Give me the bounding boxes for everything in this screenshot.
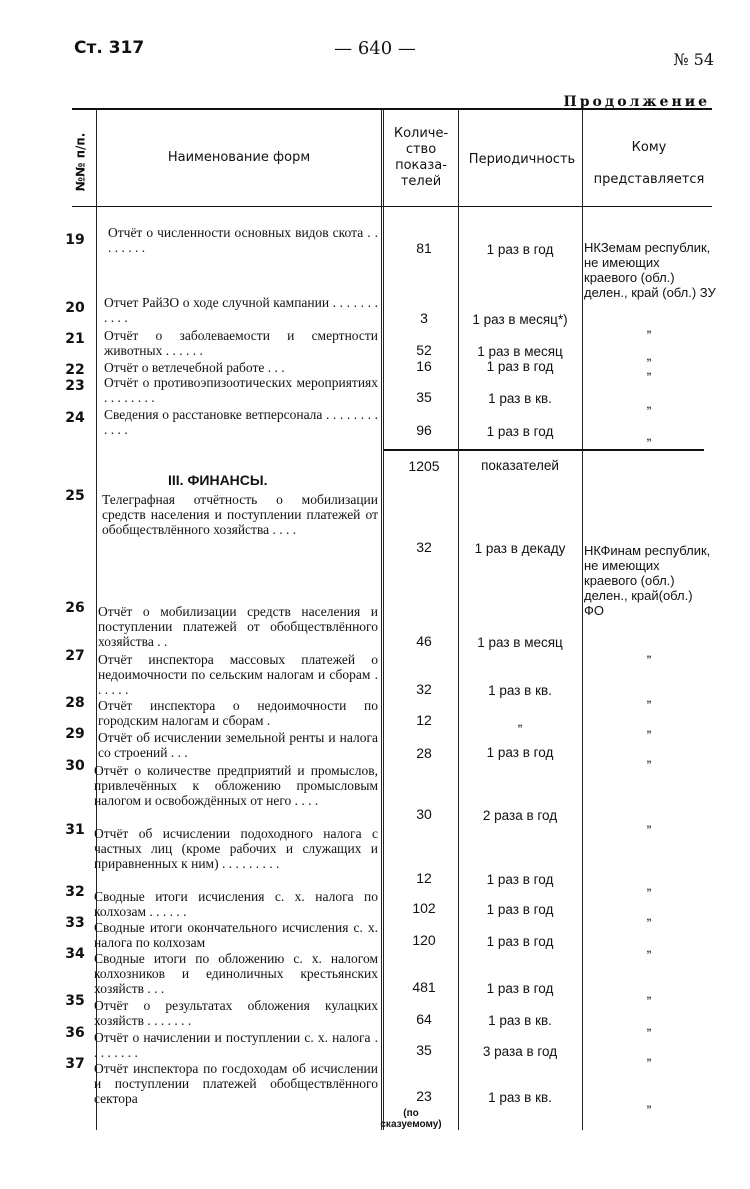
periodicity: 2 раза в год (482, 808, 558, 823)
indicator-count: 16 (416, 358, 432, 374)
row-number: 20 (65, 300, 85, 316)
column-header-number: №№ п/п. (73, 132, 88, 192)
form-name: Отчёт инспектора о недоимочности по городским налогам и сборам . (98, 698, 378, 728)
indicator-count: 35 (416, 1042, 432, 1058)
form-name: Отчёт о количестве предприятий и промыслов, привлечённых к обложению промысловым налогом и освобождённых от него . . . . (94, 763, 378, 808)
recipient: „ (646, 396, 652, 411)
periodicity: 1 раз в год (486, 872, 554, 887)
form-name: Сводные итоги по обложению с. х. налогом колхозников и единоличных крестьянских хозяйств . . . (94, 951, 378, 996)
row-number: 30 (65, 758, 85, 774)
recipient: „ (646, 750, 652, 765)
column-header-period: Периодичность (468, 152, 576, 167)
indicator-count: 32 (416, 539, 432, 555)
periodicity: 1 раз в год (486, 359, 554, 374)
indicator-count: 46 (416, 633, 432, 649)
table-top-rule (72, 108, 712, 110)
row-number: 21 (65, 331, 85, 347)
recipient: „ (646, 428, 652, 443)
column-divider-4 (582, 110, 583, 1130)
indicator-count: 30 (416, 806, 432, 822)
row-number: 22 (65, 362, 85, 378)
periodicity: 3 раза в год (482, 1044, 558, 1059)
recipient: „ (646, 348, 652, 363)
row-number: 37 (65, 1056, 85, 1072)
recipient: „ (646, 362, 652, 377)
row-number: 31 (65, 822, 85, 838)
periodicity: 1 раз в год (486, 981, 554, 996)
recipient: „ (646, 720, 652, 735)
row-number: 27 (65, 648, 85, 664)
form-name: Отчёт о противоэпизоотических мероприятиях . . . . . . . . (104, 375, 378, 405)
periodicity: 1 раз в декаду (474, 541, 566, 556)
recipient: „ (646, 1018, 652, 1033)
form-name: Сведения о расстановке ветперсонала . . . . . . . . . . . . (104, 407, 378, 437)
recipient: „ (646, 1048, 652, 1063)
section-title: III. ФИНАНСЫ. (168, 472, 268, 488)
row-number: 34 (65, 946, 85, 962)
periodicity: 1 раз в кв. (488, 683, 552, 698)
row-number: 24 (65, 410, 85, 426)
recipient: „ (646, 908, 652, 923)
periodicity: „ (517, 714, 523, 729)
periodicity: 1 раз в месяц (477, 344, 563, 359)
document-number: № 54 (673, 50, 714, 69)
recipient: НКФинам республик, не имеющих краевого (обл.) делен., край(обл.) ФО (584, 543, 711, 618)
row-number: 32 (65, 884, 85, 900)
recipient: „ (646, 940, 652, 955)
periodicity: 1 раз в год (486, 934, 554, 949)
indicator-count: 28 (416, 745, 432, 761)
indicator-count: 32 (416, 681, 432, 697)
indicator-count: 12 (416, 712, 432, 728)
indicator-count: 120 (412, 932, 436, 948)
periodicity: 1 раз в год (486, 424, 554, 439)
indicator-count: 81 (416, 240, 432, 256)
recipient: „ (646, 878, 652, 893)
indicator-count: 64 (416, 1011, 432, 1027)
periodicity: 1 раз в год (486, 902, 554, 917)
page-number: — 640 — (334, 38, 416, 59)
periodicity: 1 раз в год (486, 242, 554, 257)
periodicity: 1 раз в год (486, 745, 554, 760)
indicator-count: 3 (420, 310, 428, 326)
form-name: Отчет РайЗО о ходе случной кампании . . . . . . . . . . . (104, 295, 378, 325)
form-name: Отчёт о ветлечебной работе . . . (104, 360, 285, 375)
form-name: Отчёт о заболеваемости и смертности животных . . . . . . (104, 328, 378, 358)
page-section-label: Ст. 317 (74, 38, 145, 58)
row-number: 28 (65, 695, 85, 711)
recipient: „ (646, 1095, 652, 1110)
periodicity: 1 раз в кв. (488, 1090, 552, 1105)
recipient: „ (646, 690, 652, 705)
subtotal-label: показателей (481, 458, 559, 473)
periodicity: 1 раз в месяц*) (472, 312, 568, 327)
periodicity: 1 раз в кв. (488, 391, 552, 406)
recipient: „ (646, 986, 652, 1001)
indicator-count: 481 (412, 979, 436, 995)
column-header-name: Наименование форм (167, 150, 311, 165)
form-name: Отчёт о результатах обложения кулацких хозяйств . . . . . . . (94, 998, 378, 1028)
row-number: 35 (65, 993, 85, 1009)
recipient: „ (646, 320, 652, 335)
indicator-count: 23 (416, 1088, 432, 1104)
indicator-count: 52 (416, 342, 432, 358)
row-number: 25 (65, 488, 85, 504)
form-name: Отчёт инспектора по госдоходам об исчислении и поступлении платежей обобществлённого сектора (94, 1061, 378, 1106)
continuation-label: Продолжение (563, 94, 710, 110)
form-name: Отчёт об исчислении подоходного налога с частных лиц (кроме рабочих и служащих и приравненных к ним) . . . . . . . . . (94, 826, 378, 871)
indicator-count: 102 (412, 900, 436, 916)
row-number: 29 (65, 726, 85, 742)
periodicity: 1 раз в кв. (488, 1013, 552, 1028)
form-name: Отчёт о начислении и поступлении с. х. налога . . . . . . . . (94, 1030, 378, 1060)
row-number: 26 (65, 600, 85, 616)
recipient: „ (646, 815, 652, 830)
recipient: „ (646, 645, 652, 660)
form-name: Отчёт о мобилизации средств населения и поступлении платежей от обобществлённого хозяйства . . (98, 604, 378, 649)
recipient: НКЗемам республик, не имеющих краевого (обл.) делен., край (обл.) ЗУ (584, 240, 716, 300)
row-number: 36 (65, 1025, 85, 1041)
form-name: Сводные итоги исчисления с. х. налога по колхозам . . . . . . (94, 889, 378, 919)
column-header-count: Количе- ство показа- телей (393, 126, 449, 189)
indicator-count: 96 (416, 422, 432, 438)
subtotal-count: 1205 (408, 458, 440, 474)
row-number: 33 (65, 915, 85, 931)
column-divider-3 (458, 110, 459, 1130)
indicator-count: 35 (416, 389, 432, 405)
form-name: Телеграфная отчётность о мобилизации средств населения и поступлении платежей от обобществлённого хозяйства . . . . (102, 492, 378, 537)
header-bottom-rule (72, 206, 712, 207)
subtotal-rule (384, 449, 704, 451)
column-divider-2 (381, 110, 384, 1130)
form-name: Отчёт инспектора массовых платежей о недоимочности по сельским налогам и сборам . . . . . . (98, 652, 378, 697)
column-header-recipient: Кому представляется (593, 140, 705, 187)
indicator-count-note: (по сказуемому) (380, 1108, 442, 1130)
row-number: 23 (65, 378, 85, 394)
form-name: Отчёт об исчислении земельной ренты и налога со строений . . . (98, 730, 378, 760)
row-number: 19 (65, 232, 85, 248)
form-name: Отчёт о численности основных видов скота . . . . . . . . (108, 225, 378, 255)
indicator-count: 12 (416, 870, 432, 886)
form-name: Сводные итоги окончательного исчисления с. х. налога по колхозам (94, 920, 378, 950)
periodicity: 1 раз в месяц (477, 635, 563, 650)
